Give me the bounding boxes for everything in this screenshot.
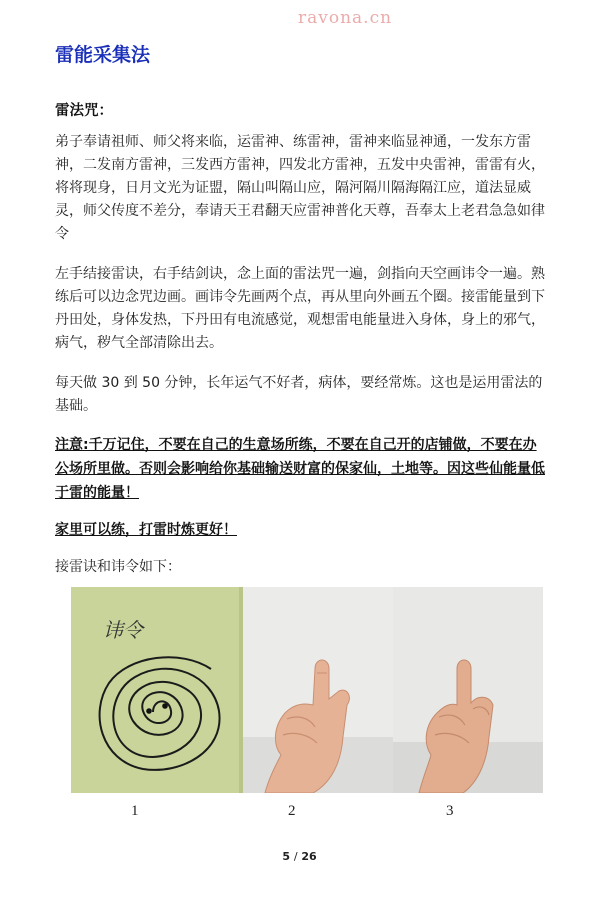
figure-hand-mudra-1 [243, 587, 393, 793]
figure-caption-3: 3 [446, 803, 454, 819]
section-heading: 雷法咒： [55, 103, 113, 119]
paragraph-incantation: 弟子奉请祖师、师父将来临，运雷神、练雷神，雷神来临显神通，一发东方雷神，二发南方雷神，三发西方雷神，四发北方雷神，五发中央雷神，雷雷有火，将将现身，日月文光为证盟，隔山叫隔山应，隔河隔川隔海隔江应，道法显威灵，师父传度不差分，奉请天王君翻天应雷神普化天尊，吾奉太上老君急急如律令 [55, 134, 545, 242]
warning-note: 注意:千万记住，不要在自己的生意场所练，不要在自己开的店铺做，不要在办公场所里做。否则会影响给你基础输送财富的保家仙，土地等。因这些仙能量低于雷的能量！ [55, 437, 545, 501]
page-number [0, 850, 599, 863]
figure-caption-2: 2 [288, 803, 296, 819]
figures-intro: 接雷诀和讳令如下： [55, 559, 181, 575]
spiral-talisman-image [71, 587, 243, 793]
paragraph-practice: 每天做 30 到 50 分钟，长年运气不好者，病体，要经常炼。这也是运用雷法的基础。 [55, 375, 543, 414]
page-title: 雷能采集法 [55, 44, 151, 66]
hand-photo-1 [243, 587, 393, 793]
figure-talisman-drawing [71, 587, 243, 793]
figure-row [71, 587, 543, 793]
paragraph-method: 左手结接雷诀，右手结剑诀，念上面的雷法咒一遍，剑指向天空画讳令一遍。熟练后可以边念咒边画。画讳令先画两个点，再从里向外画五个圈。接雷能量到下丹田处，身体发热，下丹田有电流感觉，观想雷电能量进入身体，身上的邪气，病气，秽气全部清除出去。 [55, 266, 545, 351]
watermark: ravona.cn [298, 8, 393, 28]
hand-photo-2 [393, 587, 543, 793]
page-separator: / [293, 850, 298, 863]
page-total: 26 [301, 850, 317, 863]
page-current: 5 [282, 850, 290, 863]
figure-hand-mudra-2 [393, 587, 543, 793]
home-note: 家里可以练，打雷时炼更好！ [55, 522, 237, 538]
figure-caption-1: 1 [131, 803, 139, 819]
handwriting-label: 讳令 [103, 618, 143, 642]
